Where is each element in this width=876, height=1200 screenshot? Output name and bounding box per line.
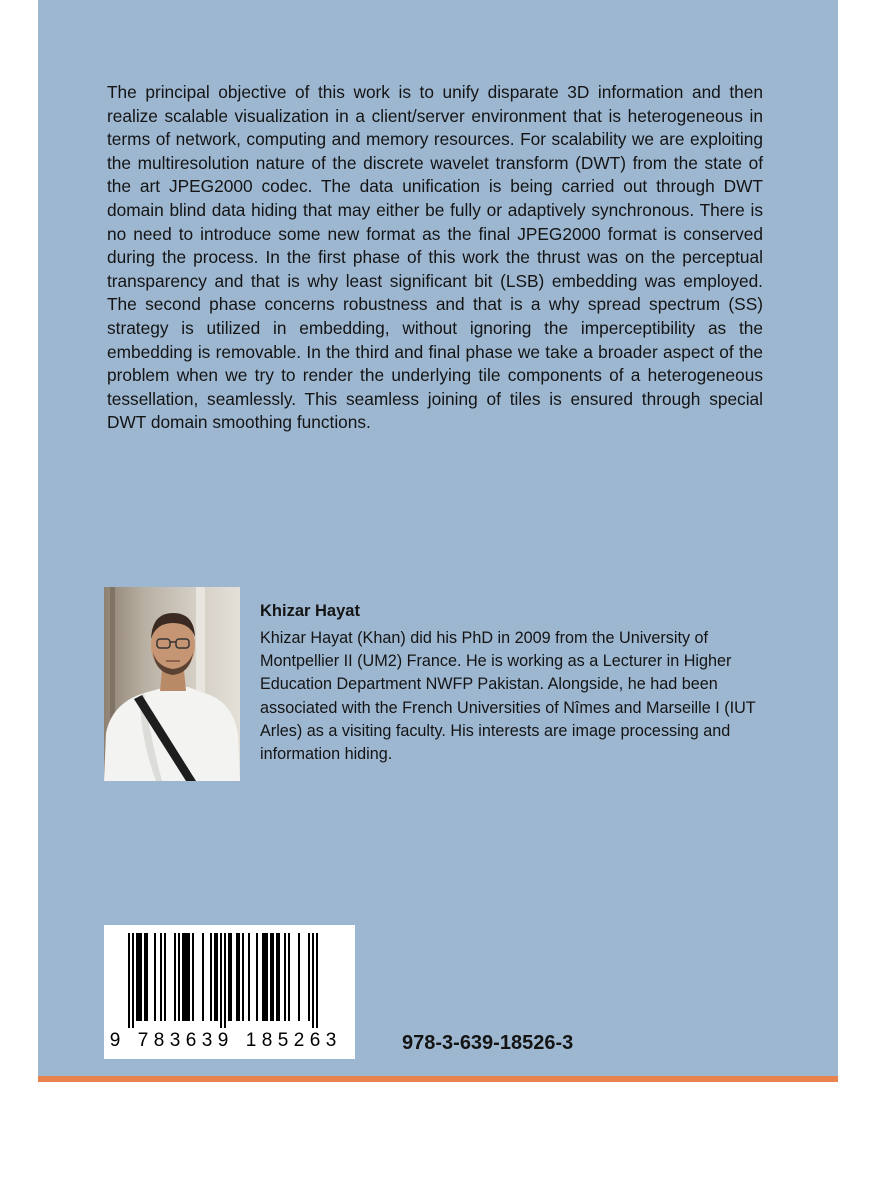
barcode-bar [210, 933, 212, 1021]
barcode-bar [288, 933, 290, 1021]
barcode-digits [104, 1029, 355, 1053]
isbn-number: 978-3-639-18526-3 [402, 1032, 574, 1054]
barcode-guard-bar [224, 933, 226, 1028]
barcode-digit: 3 [201, 1030, 213, 1051]
barcode-bar [284, 933, 286, 1021]
barcode-bar [270, 933, 274, 1021]
barcode-bar [202, 933, 204, 1021]
author-bio: Khizar Hayat (Khan) did his PhD in 2009 from the University of Montpellier II (UM2) France. He is working as a Lecturer in Higher Education Department NWFP Pakistan. Alongside, he had been associated with the French Universities of Nîmes and Marseille I (IUT Arles) as a visiting faculty. His interests are image processing and information hiding. [260, 629, 756, 764]
barcode-digit: 9 [109, 1030, 121, 1051]
author-photo [104, 587, 240, 781]
author-portrait-image [104, 587, 240, 781]
book-description: The principal objective of this work is to unify disparate 3D information and then realize scalable visualization in a client/server environment that is heterogeneous in terms of network, computing and memory resources. For scalability we are exploiting the multiresolution nature of the discrete wavelet transform (DWT) from the state of the art JPEG2000 codec. The data unification is being carried out through DWT domain blind data hiding that may either be fully or adaptively synchronous. There is no need to introduce some new format as the final JPEG2000 format is conserved during the process. In the first phase of this work the thrust was on the perceptual transparency and that is why least significant bit (LSB) embedding was employed. The second phase concerns robustness and that is a why spread spectrum (SS) strategy is utilized in embedding, without ignoring the imperceptibility as the embedding is removable. In the third and final phase we take a broader aspect of the problem when we try to render the underlying tile components of a heterogeneous tessellation, seamlessly. This seamless joining of tiles is ensured through special DWT domain smoothing functions. [107, 82, 763, 433]
barcode-digit: 5 [277, 1030, 289, 1051]
barcode-bar [192, 933, 194, 1021]
barcode-bar [178, 933, 180, 1021]
barcode-bar [276, 933, 280, 1021]
barcode-bar [248, 933, 250, 1021]
author-name: Khizar Hayat [260, 602, 360, 620]
barcode-bar [256, 933, 258, 1021]
barcode-digit: 8 [261, 1030, 273, 1051]
barcode-bar [214, 933, 218, 1021]
barcode-digit: 3 [325, 1030, 337, 1051]
barcode-guard-bar [128, 933, 130, 1028]
barcode-bar [262, 933, 268, 1021]
barcode-bar [236, 933, 240, 1021]
barcode-bar [136, 933, 142, 1021]
barcode-bar [228, 933, 232, 1021]
barcode-bar [242, 933, 244, 1021]
barcode-digit: 9 [217, 1030, 229, 1051]
barcode-bar [144, 933, 148, 1021]
barcode-guard-bar [220, 933, 222, 1028]
barcode-digit: 6 [185, 1030, 197, 1051]
barcode-digit: 6 [309, 1030, 321, 1051]
barcode-digit: 3 [169, 1030, 181, 1051]
barcode-bar [308, 933, 310, 1021]
barcode-bar [174, 933, 176, 1021]
barcode-bar [160, 933, 162, 1021]
barcode-guard-bar [312, 933, 314, 1028]
barcode-bar [182, 933, 190, 1021]
barcode-guard-bar [316, 933, 318, 1028]
barcode-digit: 8 [153, 1030, 165, 1051]
barcode-digit: 2 [293, 1030, 305, 1051]
orange-accent-line [38, 1076, 838, 1082]
isbn-barcode [104, 925, 355, 1059]
barcode-guard-bar [132, 933, 134, 1028]
barcode-bar [164, 933, 166, 1021]
barcode-digit: 1 [245, 1030, 257, 1051]
barcode-bar [298, 933, 300, 1021]
barcode-bars [104, 925, 355, 1029]
barcode-digit: 7 [137, 1030, 149, 1051]
barcode-bar [154, 933, 156, 1021]
